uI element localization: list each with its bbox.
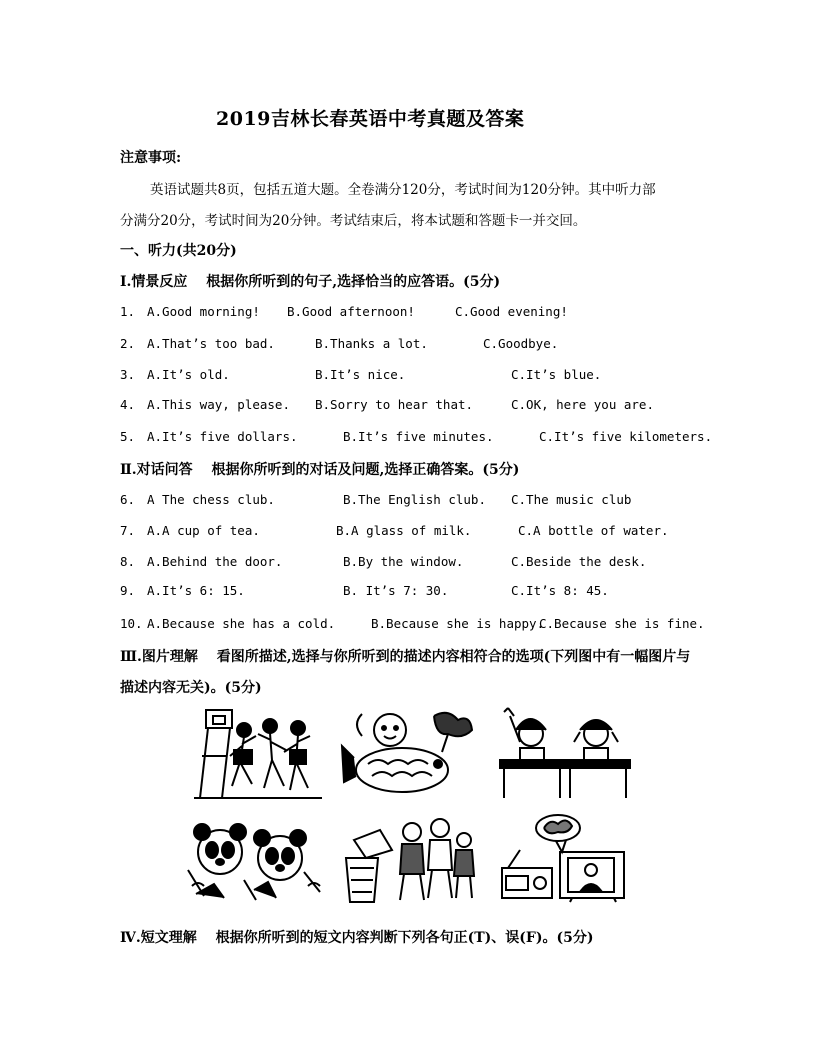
question-row <box>120 367 720 387</box>
option-b: B.The English club. <box>343 492 486 507</box>
part3-heading-line-2: 描述内容无关)。(5分) <box>120 680 262 696</box>
pandas-with-bamboo-image <box>184 810 324 904</box>
recycling-people-image <box>340 810 480 904</box>
option-a: A.That’s too bad. <box>147 336 275 351</box>
option-a: A.This way, please. <box>147 397 290 412</box>
boy-with-fish-image <box>338 706 478 800</box>
option-a: A.A cup of tea. <box>147 523 260 538</box>
option-c: C.It’s blue. <box>511 367 602 382</box>
option-b: B. It’s 7: 30. <box>343 583 449 598</box>
option-c: C.OK, here you are. <box>511 397 654 412</box>
option-c: C.Goodbye. <box>483 336 559 351</box>
part1-heading: Ⅰ.情景反应 根据你所听到的句子,选择恰当的应答语。(5分) <box>120 274 501 290</box>
option-b: B.Because she is happy. <box>371 616 545 631</box>
part3-heading-line-1: Ⅲ.图片理解 看图所描述,选择与你所听到的描述内容相符合的选项(下列图中有一幅图片与 <box>120 649 691 665</box>
option-c: C.It’s five kilometers. <box>539 429 713 444</box>
option-b: B.Thanks a lot. <box>315 336 428 351</box>
question-row <box>120 554 720 574</box>
question-number: 2. <box>120 336 136 351</box>
question-number: 9. <box>120 583 136 598</box>
question-number: 1. <box>120 304 136 319</box>
option-a: A.Good morning! <box>147 304 260 319</box>
question-row <box>120 397 720 417</box>
question-row <box>120 616 720 636</box>
section-listening-heading: 一、听力(共20分) <box>120 243 237 259</box>
question-row <box>120 304 720 324</box>
option-c: C.Because she is fine. <box>539 616 705 631</box>
question-number: 10. <box>120 616 143 631</box>
question-number: 4. <box>120 397 136 412</box>
option-b: B.Sorry to hear that. <box>315 397 474 412</box>
option-c: C.Good evening! <box>455 304 568 319</box>
students-at-desks-image <box>494 706 634 800</box>
option-c: C.A bottle of water. <box>518 523 669 538</box>
option-a: A.It’s five dollars. <box>147 429 298 444</box>
option-c: C.It’s 8: 45. <box>511 583 609 598</box>
question-number: 5. <box>120 429 136 444</box>
part2-heading: Ⅱ.对话问答 根据你所听到的对话及问题,选择正确答案。(5分) <box>120 462 520 478</box>
question-row <box>120 523 720 543</box>
question-row <box>120 336 720 356</box>
question-row <box>120 492 720 512</box>
option-c: C.Beside the desk. <box>511 554 647 569</box>
option-b: B.It’s nice. <box>315 367 406 382</box>
question-number: 3. <box>120 367 136 382</box>
option-a: A.It’s old. <box>147 367 230 382</box>
question-number: 8. <box>120 554 136 569</box>
notice-line-2: 分满分20分，考试时间为20分钟。考试结束后，将本试题和答题卡一并交回。 <box>120 213 587 229</box>
question-row <box>120 429 720 449</box>
weather-on-tv-image <box>496 810 636 904</box>
part4-heading: Ⅳ.短文理解 根据你所听到的短文内容判断下列各句正(T)、误(F)。(5分) <box>120 930 594 946</box>
option-b: B.A glass of milk. <box>336 523 472 538</box>
option-b: B.Good afternoon! <box>287 304 415 319</box>
question-number: 6. <box>120 492 136 507</box>
option-a: A.Behind the door. <box>147 554 283 569</box>
basketball-players-image <box>186 706 326 800</box>
option-c: C.The music club <box>511 492 632 507</box>
notice-line-1: 英语试题共8页，包括五道大题。全卷满分120分，考试时间为120分钟。其中听力部 <box>150 182 656 198</box>
page-title: 2019吉林长春英语中考真题及答案 <box>216 108 525 130</box>
question-row <box>120 583 720 603</box>
option-a: A The chess club. <box>147 492 275 507</box>
option-b: B.It’s five minutes. <box>343 429 494 444</box>
notice-heading: 注意事项: <box>120 150 182 166</box>
option-a: A.It’s 6: 15. <box>147 583 245 598</box>
question-number: 7. <box>120 523 136 538</box>
option-a: A.Because she has a cold. <box>147 616 336 631</box>
option-b: B.By the window. <box>343 554 464 569</box>
